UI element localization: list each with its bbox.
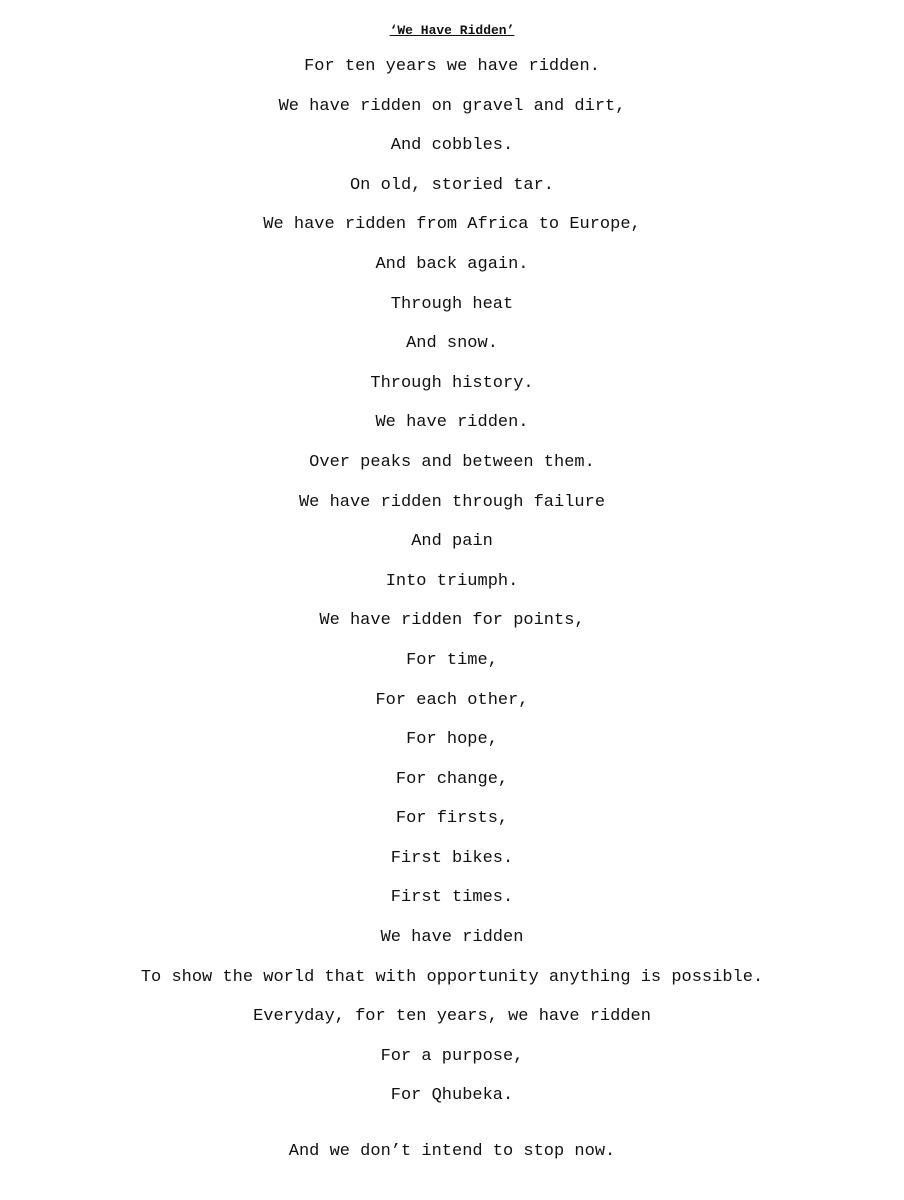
poem-line: And snow. xyxy=(406,334,498,354)
poem-closing-line: And we don’t intend to stop now. xyxy=(288,1142,616,1161)
poem-line: And cobbles. xyxy=(390,136,514,156)
poem-line: Through history. xyxy=(370,373,534,393)
poem-line: For ten years we have ridden. xyxy=(304,57,600,76)
poem-line: For firsts, xyxy=(395,809,509,829)
poem-line: We have ridden. xyxy=(375,413,529,433)
poem-line: For hope, xyxy=(406,730,498,750)
poem-title: ‘We Have Ridden’ xyxy=(389,23,515,38)
poem-line: We have ridden for points, xyxy=(319,611,585,631)
poem-line: For Qhubeka. xyxy=(390,1086,514,1106)
poem-line: We have ridden xyxy=(380,928,524,948)
poem-line: We have ridden through failure xyxy=(298,492,606,512)
poem-line: Into triumph. xyxy=(385,571,519,591)
poem-line: For a purpose, xyxy=(380,1046,524,1066)
poem-line: We have ridden on gravel and dirt, xyxy=(278,96,626,116)
poem-line: And pain xyxy=(411,532,493,552)
poem-line: To show the world that with opportunity anything is possible. xyxy=(140,967,764,987)
poem-line: First bikes. xyxy=(390,848,514,868)
poem-line: And back again. xyxy=(375,254,529,274)
poem-body xyxy=(0,54,904,1123)
poem-line: For change, xyxy=(395,769,509,789)
poem-line: We have ridden from Africa to Europe, xyxy=(263,215,641,235)
poem-line: Everyday, for ten years, we have ridden xyxy=(253,1007,651,1027)
poem-line: On old, storied tar. xyxy=(349,175,555,195)
poem-line: For time, xyxy=(406,650,498,670)
poem-line: Over peaks and between them. xyxy=(309,452,595,472)
poem-line: Through heat xyxy=(390,294,514,314)
poem-line: For each other, xyxy=(375,690,529,710)
poem-line: First times. xyxy=(390,888,514,908)
